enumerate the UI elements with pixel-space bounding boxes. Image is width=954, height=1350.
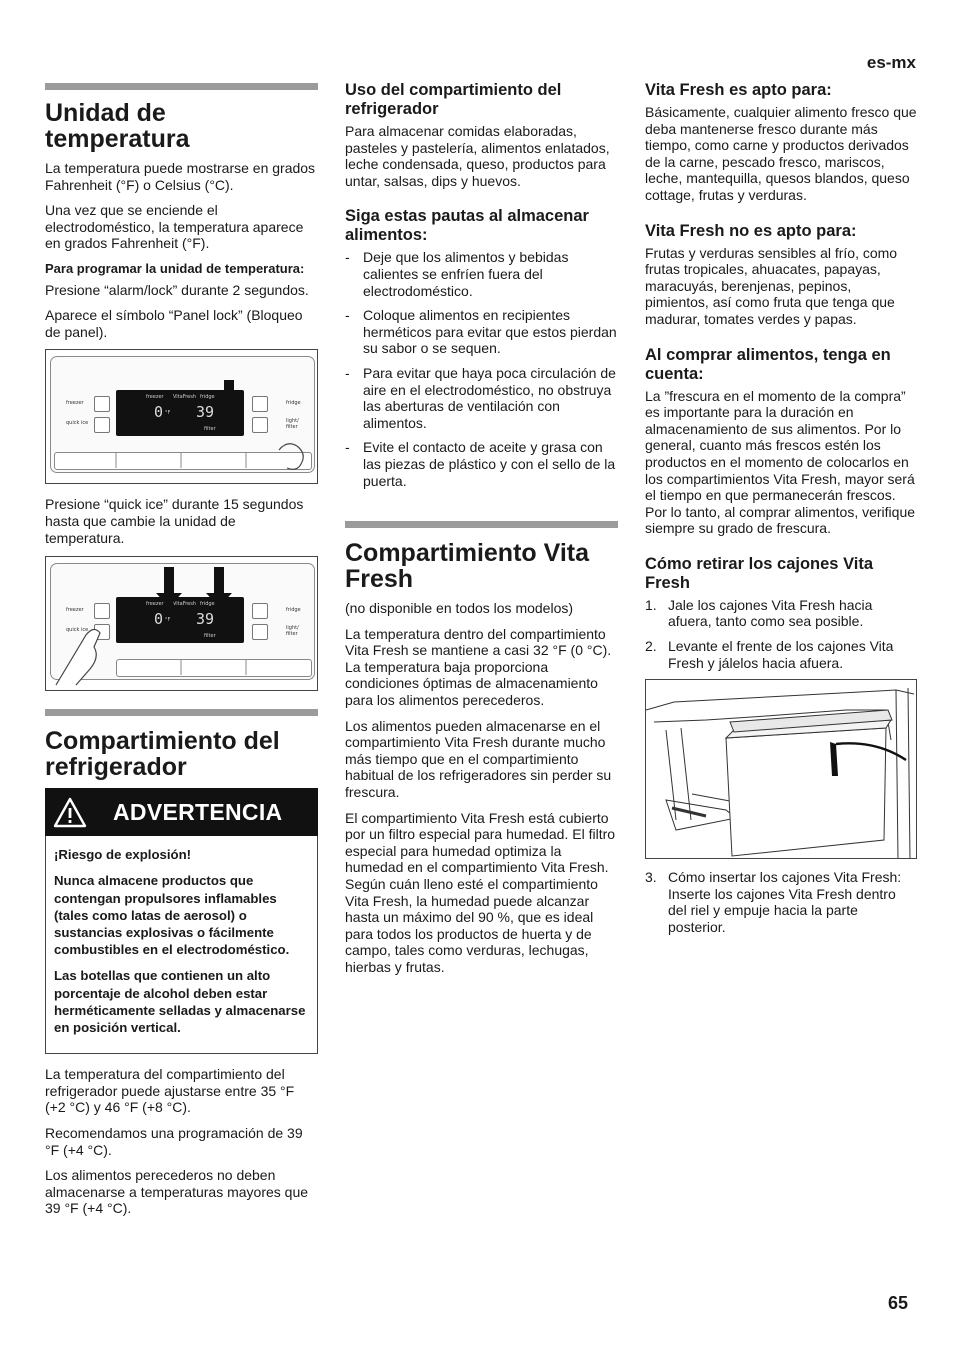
subheading: Vita Fresh no es apto para: xyxy=(645,221,857,240)
instruction-heading: Para programar la unidad de temperatura: xyxy=(45,260,305,276)
paragraph: Recomendamos una programación de 39 °F (+4 °C). xyxy=(45,1124,303,1158)
drawer-illustration xyxy=(646,680,917,859)
paragraph: Aparece el símbolo “Panel lock” (Bloqueo de panel). xyxy=(45,307,303,340)
list-item: - Evite el contacto de aceite y grasa con las piezas de plástico y con el sello de la puerta. xyxy=(345,439,618,489)
freezer-label: freezer xyxy=(66,607,84,614)
paragraph: Los alimentos perecederos no deben almacenarse a temperaturas mayores que 39 °F (+4 °C). xyxy=(45,1167,309,1217)
guideline-list xyxy=(345,249,618,489)
unit-label: °F xyxy=(165,410,171,417)
subheading: Vita Fresh es apto para: xyxy=(645,81,832,99)
drawer-removal-figure xyxy=(645,679,917,859)
warning-body xyxy=(45,836,318,1054)
paragraph: Básicamente, cualquier alimento fresco que deba mantenerse fresco durante más tiempo, como carne y productos derivados de la carne, pescado fresco, mariscos, leche, mantequilla, quesos blandos, queso cottage, frutas y verduras. xyxy=(645,104,917,203)
paragraph: La temperatura del compartimiento del refrigerador puede ajustarse entre 35 °F (+2 °C) y 46 °F (+8 °C). xyxy=(45,1066,295,1116)
press-arrow-icon xyxy=(46,350,318,484)
step-text: Levante el frente de los cajones Vita Fresh y jálelos hacia afuera. xyxy=(668,638,894,671)
fridge-temperature: 39 xyxy=(196,403,215,422)
list-item: - Para evitar que haya poca circulación de aire en el electrodoméstico, no obstruya las aberturas de ventilación con alimentos. xyxy=(345,365,618,431)
quick-ice-label: quick ice xyxy=(66,627,89,634)
warning-triangle-icon xyxy=(53,788,93,836)
lcd-fridge-label: fridge xyxy=(200,394,215,401)
lcd-freezer-label: freezer xyxy=(146,394,164,401)
quick-ice-label: quick ice xyxy=(66,420,89,427)
paragraph: El compartimiento Vita Fresh está cubierto por un filtro especial para humedad. El filtro especial para humedad optimiza la humedad en el compartimiento Vita Fresh. Según cuán lleno esté el compartimiento Vita Fresh, la humedad puede alcanzar hasta un máximo del 90 %, que es ideal para todos los productos de huerta y de campo, tales como verduras, lechugas, hierbas y frutas. xyxy=(345,809,616,975)
warning-box xyxy=(45,788,318,1054)
warning-text: Nunca almacene productos que contengan propulsores inflamables (tales como latas de aerosol) o sustancias explosivas o fácilmente combustibles en el electrodoméstico. xyxy=(54,873,290,958)
freezer-label: freezer xyxy=(66,400,84,407)
list-item: - Deje que los alimentos y bebidas calientes se enfríen fuera del electrodoméstico. xyxy=(345,249,618,299)
warning-text: ¡Riesgo de explosión! xyxy=(54,847,192,863)
paragraph: Presione “quick ice” durante 15 segundos hasta que cambie la unidad de temperatura. xyxy=(45,496,304,546)
subheading: Cómo retirar los cajones Vita Fresh xyxy=(645,554,874,592)
section-rule xyxy=(345,521,618,528)
page-number: 65 xyxy=(887,1293,908,1313)
control-panel-figure-lock xyxy=(45,349,318,484)
section-title-refrigerator: Compartimiento del refrigerador xyxy=(45,727,280,782)
lcd-filter-label: filter xyxy=(204,426,216,433)
control-panel-figure-quick-ice xyxy=(45,556,318,691)
paragraph: Frutas y verduras sensibles al frío, como frutas tropicales, ahuacates, papayas, maracuyás, berenjenas, pepinos, pimientos, así como fruta que tenga que madurar, tomates verdes y papas. xyxy=(645,244,898,327)
freezer-temperature: 0 xyxy=(154,403,164,422)
subheading: Al comprar alimentos, tenga en cuenta: xyxy=(645,345,891,383)
paragraph: La temperatura dentro del compartimiento Vita Fresh se mantiene a casi 32 °F (0 °C). La temperatura baja proporciona condiciones óptimas de almacenamiento para los alimentos perecederos. xyxy=(345,625,612,709)
paragraph: La temperatura puede mostrarse en grados Fahrenheit (°F) o Celsius (°C). xyxy=(45,160,316,193)
list-item: - Coloque alimentos en recipientes herméticos para evitar que estos pierdan su sabor o se sequen. xyxy=(345,307,618,357)
step-number: 3. xyxy=(645,869,657,886)
paragraph: La ”frescura en el momento de la compra” es importante para la duración en almacenamiento de sus alimentos. Por lo general, cuanto más frescos estén los productos en el momento de colocarlos en los compartimientos Vita Fresh, mayor será el tiempo en que permanecerán frescos. Por lo tanto, al comprar alimentos, verifique siempre su grado de frescura. xyxy=(645,387,916,537)
fridge-temperature: 39 xyxy=(196,610,215,629)
warning-header xyxy=(45,788,318,836)
list-item xyxy=(645,869,917,935)
list-item xyxy=(645,597,917,630)
step-text: Cómo insertar los cajones Vita Fresh: Inserte los cajones Vita Fresh dentro del riel y empuje hacia la parte posterior. xyxy=(668,869,902,936)
light-filter-label: light/ filter xyxy=(286,625,299,638)
removal-steps xyxy=(645,597,917,671)
lcd-vitafresh-label: VitaFresh xyxy=(173,394,197,401)
list-item xyxy=(645,638,917,671)
paragraph: Para almacenar comidas elaboradas, pasteles y pastelería, alimentos enlatados, leche condensada, queso, productos para untar, salsas, dips y huevos. xyxy=(345,123,610,189)
step-text: Jale los cajones Vita Fresh hacia afuera, tanto como sea posible. xyxy=(668,596,873,630)
light-filter-label: light/ filter xyxy=(286,418,299,431)
subheading: Siga estas pautas al almacenar alimentos: xyxy=(345,207,589,245)
step-number: 2. xyxy=(645,638,657,655)
section-title-temperature-unit: Unidad de temperatura xyxy=(45,99,190,153)
column-refrigerator-use xyxy=(345,0,618,985)
language-code: es-mx xyxy=(866,53,916,72)
section-title-vita-fresh: Compartimiento Vita Fresh xyxy=(345,539,590,594)
paragraph: (no disponible en todos los modelos) xyxy=(345,600,574,617)
press-arrow-icon xyxy=(46,557,318,691)
paragraph: Los alimentos pueden almacenarse en el compartimiento Vita Fresh durante mucho más tiempo que en el compartimiento habitual de los refrigeradores sin perder su frescura. xyxy=(345,717,612,801)
lcd-freezer-label: freezer xyxy=(146,601,164,608)
lcd-filter-label: filter xyxy=(204,633,216,640)
unit-label: °F xyxy=(165,617,171,624)
step-number: 1. xyxy=(645,596,657,613)
column-vita-fresh xyxy=(645,0,917,944)
warning-text: Las botellas que contienen un alto porcentaje de alcohol deben estar herméticamente selladas y almacenarse en posición vertical. xyxy=(54,968,306,1035)
fridge-label: fridge xyxy=(286,400,301,407)
freezer-temperature: 0 xyxy=(154,610,164,629)
lcd-vitafresh-label: VitaFresh xyxy=(173,601,197,608)
lcd-fridge-label: fridge xyxy=(200,601,215,608)
warning-title: ADVERTENCIA xyxy=(113,798,283,825)
subheading: Uso del compartimiento del refrigerador xyxy=(345,81,562,118)
insertion-steps xyxy=(645,869,917,935)
fridge-label: fridge xyxy=(286,607,301,614)
section-rule xyxy=(45,83,318,90)
section-rule xyxy=(45,709,318,716)
paragraph: Presione “alarm/lock” durante 2 segundos. xyxy=(45,281,309,298)
column-temperature-unit xyxy=(45,0,318,1226)
paragraph: Una vez que se enciende el electrodoméstico, la temperatura aparece en grados Fahrenheit (°F). xyxy=(45,202,304,252)
